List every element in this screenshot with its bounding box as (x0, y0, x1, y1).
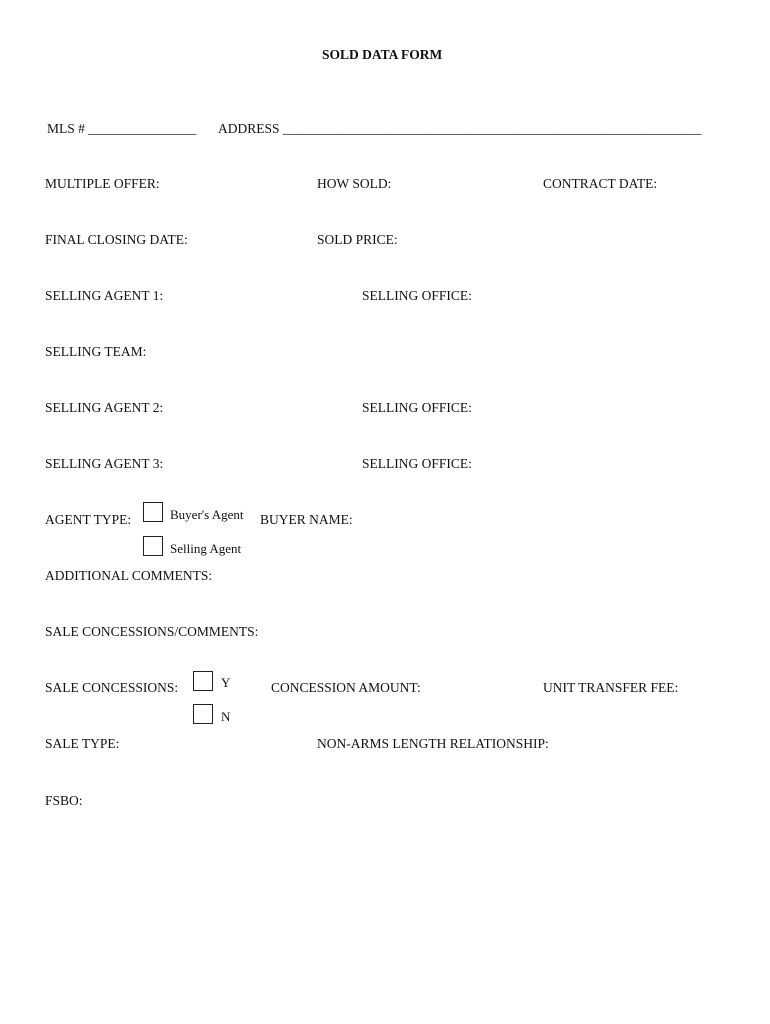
selling-agent-1-label: SELLING AGENT 1: (45, 288, 164, 303)
sale-concessions-label: SALE CONCESSIONS: (45, 680, 179, 695)
final-closing-date-label: FINAL CLOSING DATE: (45, 232, 188, 247)
sold-price-label: SOLD PRICE: (317, 232, 398, 247)
selling-office-3-label: SELLING OFFICE: (362, 456, 472, 471)
sale-concessions-comments-label: SALE CONCESSIONS/COMMENTS: (45, 624, 259, 639)
concessions-yes-checkbox[interactable] (193, 671, 213, 691)
contract-date-label: CONTRACT DATE: (543, 176, 658, 191)
page-title: SOLD DATA FORM (322, 47, 443, 62)
agent-type-label: AGENT TYPE: (45, 512, 132, 527)
selling-agent-3-label: SELLING AGENT 3: (45, 456, 164, 471)
selling-agent-2-label: SELLING AGENT 2: (45, 400, 164, 415)
concessions-yes-label: Y (221, 675, 231, 690)
selling-agent-checkbox[interactable] (143, 536, 163, 556)
concessions-no-label: N (221, 709, 231, 724)
fsbo-label: FSBO: (45, 793, 83, 808)
additional-comments-label: ADDITIONAL COMMENTS: (45, 568, 213, 583)
how-sold-label: HOW SOLD: (317, 176, 392, 191)
unit-transfer-fee-label: UNIT TRANSFER FEE: (543, 680, 679, 695)
selling-office-1-label: SELLING OFFICE: (362, 288, 472, 303)
buyers-agent-checkbox[interactable] (143, 502, 163, 522)
selling-team-label: SELLING TEAM: (45, 344, 147, 359)
mls-field-label[interactable]: MLS # ________________ (47, 121, 197, 136)
buyers-agent-option-label: Buyer's Agent (170, 507, 244, 522)
multiple-offer-label: MULTIPLE OFFER: (45, 176, 160, 191)
buyer-name-label: BUYER NAME: (260, 512, 353, 527)
concession-amount-label: CONCESSION AMOUNT: (271, 680, 421, 695)
address-field-label[interactable]: ADDRESS ______________________________________________________________ (218, 121, 702, 136)
sale-type-label: SALE TYPE: (45, 736, 120, 751)
selling-agent-option-label: Selling Agent (170, 541, 242, 556)
selling-office-2-label: SELLING OFFICE: (362, 400, 472, 415)
non-arms-length-label: NON-ARMS LENGTH RELATIONSHIP: (317, 736, 549, 751)
concessions-no-checkbox[interactable] (193, 704, 213, 724)
